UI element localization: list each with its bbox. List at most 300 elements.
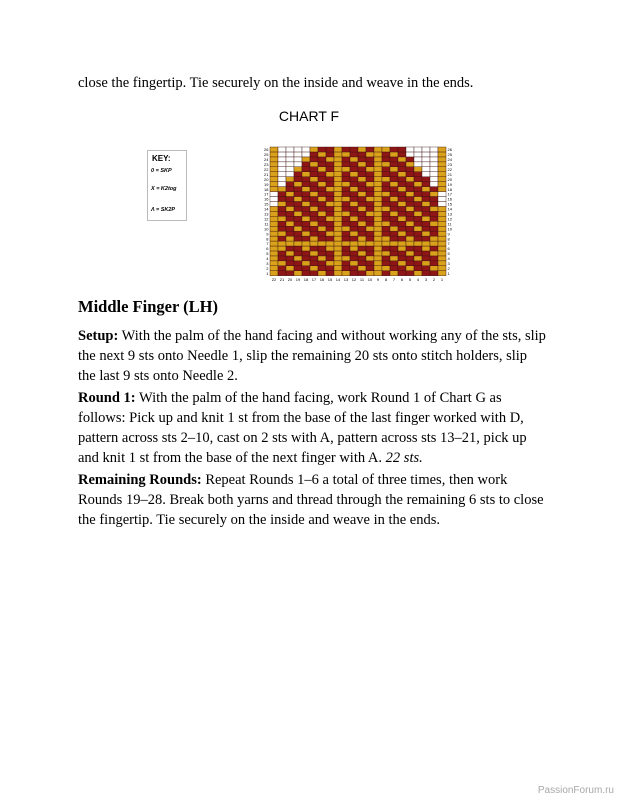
chart-cell [302, 226, 310, 231]
row-number-right: 10 [447, 226, 452, 232]
chart-cell [390, 172, 398, 177]
chart-cell [438, 162, 446, 167]
chart-cell [294, 147, 302, 152]
chart-cell [438, 256, 446, 261]
chart-cell [334, 172, 342, 177]
chart-cell [358, 226, 366, 231]
chart-cell [406, 187, 414, 192]
chart-cell [438, 226, 446, 231]
chart-cell [430, 211, 438, 216]
chart-cell [326, 216, 334, 221]
chart-cell [286, 157, 294, 162]
chart-cell [286, 271, 294, 276]
column-number: 11 [359, 277, 365, 283]
chart-cell [318, 211, 326, 216]
chart-cell [286, 216, 294, 221]
chart-cell [358, 246, 366, 251]
chart-cell [334, 266, 342, 271]
chart-cell [342, 251, 350, 256]
chart-cell [414, 187, 422, 192]
chart-cell [438, 172, 446, 177]
chart-cell [414, 147, 422, 152]
chart-cell [294, 236, 302, 241]
chart-cell [382, 231, 390, 236]
chart-cell [286, 256, 294, 261]
chart-cell [406, 177, 414, 182]
chart-cell [430, 241, 438, 246]
chart-cell [430, 187, 438, 192]
chart-cell [398, 147, 406, 152]
chart-cell [326, 192, 334, 197]
chart-cell [358, 206, 366, 211]
chart-cell [342, 211, 350, 216]
chart-cell [350, 197, 358, 202]
chart-cell [422, 241, 430, 246]
chart-cell [406, 167, 414, 172]
chart-cell [342, 152, 350, 157]
chart-cell [310, 251, 318, 256]
chart-cell [302, 241, 310, 246]
chart-cell [342, 172, 350, 177]
chart-cell [414, 226, 422, 231]
chart-cell [366, 251, 374, 256]
chart-cell [286, 251, 294, 256]
chart-cell [278, 231, 286, 236]
chart-cell [438, 182, 446, 187]
chart-cell [270, 172, 278, 177]
chart-cell [342, 206, 350, 211]
chart-cell [350, 177, 358, 182]
row-number-left: 7 [266, 241, 269, 247]
chart-cell [366, 271, 374, 276]
chart-cell [302, 261, 310, 266]
chart-cell [374, 167, 382, 172]
chart-cell [334, 271, 342, 276]
chart-cell [270, 206, 278, 211]
chart-cell [414, 201, 422, 206]
chart-cell [350, 162, 358, 167]
chart-cell [398, 261, 406, 266]
chart-cell [382, 236, 390, 241]
chart-cell [438, 147, 446, 152]
chart-cell [294, 256, 302, 261]
chart-cell [270, 246, 278, 251]
chart-cell [382, 187, 390, 192]
chart-cell [430, 221, 438, 226]
chart-cell [390, 187, 398, 192]
chart-cell [382, 256, 390, 261]
chart-cell [302, 172, 310, 177]
chart-cell [358, 231, 366, 236]
chart-cell [350, 246, 358, 251]
chart-cell [382, 246, 390, 251]
chart-cell [398, 172, 406, 177]
chart-cell [318, 206, 326, 211]
chart-cell [286, 172, 294, 177]
chart-cell [310, 162, 318, 167]
chart-cell [278, 147, 286, 152]
chart-cell [398, 216, 406, 221]
chart-cell [398, 177, 406, 182]
chart-cell [422, 182, 430, 187]
chart-cell [430, 236, 438, 241]
row-number-left: 20 [264, 176, 269, 182]
chart-cell [310, 221, 318, 226]
chart-cell [326, 246, 334, 251]
chart-cell [382, 147, 390, 152]
row-number-left: 17 [264, 191, 269, 197]
chart-cell [294, 231, 302, 236]
key-item-skp: 0 = SKP [151, 168, 172, 174]
row-number-left: 10 [264, 226, 269, 232]
chart-cell [350, 172, 358, 177]
chart-cell [406, 157, 414, 162]
chart-cell [334, 256, 342, 261]
chart-cell [342, 157, 350, 162]
row-number-left: 9 [266, 231, 269, 237]
chart-cell [414, 271, 422, 276]
chart-cell [358, 147, 366, 152]
chart-cell [358, 241, 366, 246]
row-number-right: 5 [447, 251, 450, 257]
chart-cell [390, 157, 398, 162]
chart-cell [422, 177, 430, 182]
chart-cell [302, 147, 310, 152]
chart-cell [390, 236, 398, 241]
chart-cell [398, 192, 406, 197]
chart-cell [382, 261, 390, 266]
chart-cell [270, 221, 278, 226]
chart-cell [374, 192, 382, 197]
chart-cell [342, 167, 350, 172]
chart-cell [270, 271, 278, 276]
row-number-right: 2 [447, 265, 450, 271]
chart-cell [422, 246, 430, 251]
chart-cell [414, 152, 422, 157]
chart-cell [286, 266, 294, 271]
chart-cell [334, 162, 342, 167]
chart-cell [310, 157, 318, 162]
chart-cell [366, 162, 374, 167]
chart-cell [270, 167, 278, 172]
chart-cell [278, 226, 286, 231]
chart-cell [406, 261, 414, 266]
chart-cell [278, 197, 286, 202]
chart-cell [390, 226, 398, 231]
chart-cell [278, 266, 286, 271]
chart-cell [406, 236, 414, 241]
chart-cell [398, 241, 406, 246]
chart-cell [398, 266, 406, 271]
chart-cell [358, 152, 366, 157]
chart-cell [318, 216, 326, 221]
column-number: 17 [311, 277, 317, 283]
chart-cell [302, 182, 310, 187]
chart-cell [414, 251, 422, 256]
chart-cell [342, 241, 350, 246]
chart-cell [366, 147, 374, 152]
chart-cell [342, 266, 350, 271]
chart-cell [390, 152, 398, 157]
chart-cell [366, 201, 374, 206]
chart-cell [278, 157, 286, 162]
chart-cell [270, 231, 278, 236]
chart-cell [390, 231, 398, 236]
chart-cell [438, 201, 446, 206]
chart-cell [334, 261, 342, 266]
chart-cell [366, 236, 374, 241]
chart-cell [310, 201, 318, 206]
chart-cell [382, 197, 390, 202]
chart-cell [278, 256, 286, 261]
chart-cell [278, 211, 286, 216]
chart-cell [278, 167, 286, 172]
chart-cell [430, 192, 438, 197]
chart-cell [310, 192, 318, 197]
chart-cell [294, 246, 302, 251]
chart-cell [430, 182, 438, 187]
chart-cell [366, 256, 374, 261]
chart-cell [294, 201, 302, 206]
row-number-right: 19 [447, 181, 452, 187]
chart-cell [390, 162, 398, 167]
chart-cell [318, 256, 326, 261]
chart-cell [366, 231, 374, 236]
chart-cell [270, 182, 278, 187]
chart-cell [430, 226, 438, 231]
chart-cell [294, 177, 302, 182]
chart-cell [318, 192, 326, 197]
chart-cell [350, 266, 358, 271]
chart-cell [422, 266, 430, 271]
chart-cell [406, 192, 414, 197]
chart-cell [350, 192, 358, 197]
chart-cell [358, 216, 366, 221]
chart-cell [334, 177, 342, 182]
chart-cell [382, 157, 390, 162]
chart-cell [326, 211, 334, 216]
chart-cell [286, 162, 294, 167]
row-number-left: 13 [264, 211, 269, 217]
chart-cell [318, 261, 326, 266]
chart-cell [366, 167, 374, 172]
chart-cell [422, 231, 430, 236]
chart-cell [430, 152, 438, 157]
chart-cell [310, 246, 318, 251]
chart-cell [382, 266, 390, 271]
chart-cell [406, 182, 414, 187]
chart-cell [342, 236, 350, 241]
chart-cell [302, 251, 310, 256]
chart-cell [278, 172, 286, 177]
chart-cell [374, 172, 382, 177]
chart-cell [334, 187, 342, 192]
chart-cell [406, 162, 414, 167]
chart-cell [310, 266, 318, 271]
chart-cell [334, 236, 342, 241]
chart-cell [326, 177, 334, 182]
chart-cell [414, 182, 422, 187]
chart-cell [414, 167, 422, 172]
chart-cell [342, 256, 350, 261]
chart-cell [270, 256, 278, 261]
chart-cell [358, 182, 366, 187]
chart-cell [398, 182, 406, 187]
chart-cell [318, 231, 326, 236]
row-number-left: 23 [264, 162, 269, 167]
chart-cell [286, 197, 294, 202]
chart-cell [366, 226, 374, 231]
chart-cell [350, 241, 358, 246]
chart-cell [374, 226, 382, 231]
row-number-right: 13 [447, 211, 452, 217]
chart-cell [334, 192, 342, 197]
column-number: 16 [319, 277, 325, 283]
chart-cell [318, 226, 326, 231]
chart-cell [286, 187, 294, 192]
chart-cell [286, 206, 294, 211]
chart-cell [398, 157, 406, 162]
chart-cell [390, 192, 398, 197]
chart-cell [438, 241, 446, 246]
chart-cell [310, 236, 318, 241]
chart-cell [390, 206, 398, 211]
chart-cell [366, 157, 374, 162]
chart-cell [374, 152, 382, 157]
chart-cell [422, 157, 430, 162]
chart-cell [270, 152, 278, 157]
chart-cell [398, 246, 406, 251]
chart-cell [422, 226, 430, 231]
chart-cell [294, 182, 302, 187]
chart-cell [422, 201, 430, 206]
row-number-left: 15 [264, 201, 269, 207]
chart-cell [326, 241, 334, 246]
chart-cell [286, 152, 294, 157]
chart-cell [398, 162, 406, 167]
chart-cell [318, 251, 326, 256]
chart-cell [326, 261, 334, 266]
chart-cell [278, 192, 286, 197]
chart-cell [406, 216, 414, 221]
chart-cell [318, 177, 326, 182]
chart-cell [334, 221, 342, 226]
chart-cell [318, 197, 326, 202]
chart-cell [270, 226, 278, 231]
chart-cell [350, 261, 358, 266]
chart-cell [382, 152, 390, 157]
chart-cell [310, 256, 318, 261]
chart-cell [270, 236, 278, 241]
chart-cell [358, 187, 366, 192]
chart-cell [366, 241, 374, 246]
chart-cell [414, 192, 422, 197]
chart-cell [294, 221, 302, 226]
chart-cell [326, 172, 334, 177]
chart-cell [294, 206, 302, 211]
chart-cell [390, 256, 398, 261]
chart-cell [318, 147, 326, 152]
row-number-left: 5 [266, 251, 269, 257]
chart-cell [422, 162, 430, 167]
row-number-left: 3 [266, 261, 269, 266]
chart-cell [350, 182, 358, 187]
chart-cell [326, 231, 334, 236]
chart-cell [390, 147, 398, 152]
chart-cell [366, 211, 374, 216]
column-number: 10 [367, 277, 373, 283]
chart-cell [350, 167, 358, 172]
chart-cell [318, 201, 326, 206]
chart-cell [406, 266, 414, 271]
chart-cell [286, 246, 294, 251]
chart-cell [390, 251, 398, 256]
chart-cell [294, 271, 302, 276]
chart-cell [430, 251, 438, 256]
chart-cell [430, 167, 438, 172]
chart-cell [438, 231, 446, 236]
chart-cell [390, 201, 398, 206]
chart-cell [302, 206, 310, 211]
chart-cell [270, 192, 278, 197]
chart-cell [334, 206, 342, 211]
row-number-right: 14 [447, 206, 452, 212]
chart-cell [374, 182, 382, 187]
chart-cell [422, 221, 430, 226]
chart-cell [310, 152, 318, 157]
chart-cell [270, 187, 278, 192]
chart-cell [382, 221, 390, 226]
chart-cell [294, 192, 302, 197]
column-number: 5 [408, 277, 412, 283]
chart-cell [334, 211, 342, 216]
chart-cell [350, 231, 358, 236]
chart-cell [438, 187, 446, 192]
chart-cell [374, 206, 382, 211]
column-number: 12 [351, 277, 357, 283]
chart-cell [406, 246, 414, 251]
row-number-right: 16 [447, 196, 452, 202]
chart-cell [438, 246, 446, 251]
chart-cell [438, 271, 446, 276]
chart-cell [422, 256, 430, 261]
chart-cell [326, 251, 334, 256]
chart-cell [358, 201, 366, 206]
chart-cell [270, 157, 278, 162]
chart-cell [350, 206, 358, 211]
round1-stitch-count: 22 sts. [385, 450, 423, 466]
chart-cell [310, 177, 318, 182]
chart-cell [286, 241, 294, 246]
row-number-right: 26 [447, 147, 452, 153]
chart-cell [350, 147, 358, 152]
chart-key [147, 150, 187, 221]
chart-cell [342, 197, 350, 202]
chart-cell [430, 177, 438, 182]
chart-cell [390, 211, 398, 216]
chart-cell [358, 271, 366, 276]
chart-cell [302, 177, 310, 182]
chart-cell [398, 206, 406, 211]
round1-text: With the palm of the hand facing, work Round 1 of Chart G as follows: Pick up and knit 1 st from the base of the last finger worked with D, pattern across sts 2–10, cast on 2 sts with A, pattern across sts 13–21, pick up and knit 1 st from the base of the next finger with A. [78, 390, 527, 466]
chart-cell [382, 211, 390, 216]
chart-cell [318, 167, 326, 172]
setup-label: Setup: [78, 328, 119, 344]
chart-cell [374, 187, 382, 192]
chart-cell [302, 216, 310, 221]
chart-cell [422, 192, 430, 197]
chart-cell [358, 236, 366, 241]
